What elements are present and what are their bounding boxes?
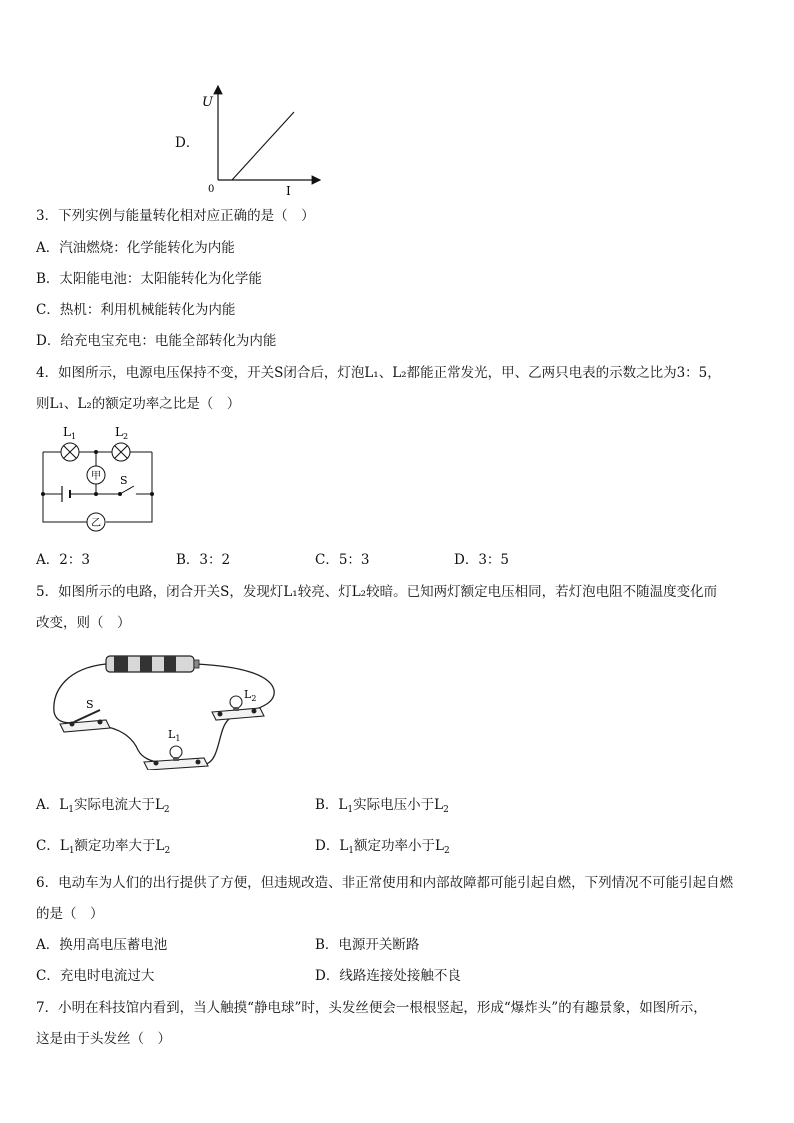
- graph-option-label: D．: [175, 135, 200, 151]
- q4-circuit-diagram: [36, 424, 166, 532]
- meter-yi-label: 乙: [91, 518, 101, 529]
- q5-stem-line2: 改变，则（ ）: [36, 615, 131, 631]
- q6-option-a[interactable]: A．换用高电压蓄电池: [36, 937, 168, 953]
- q6-option-d[interactable]: D．线路连接处接触不良: [315, 968, 461, 984]
- q6-stem-line1: 6．电动车为人们的出行提供了方便，但违规改造、非正常使用和内部故障都可能引起自燃，下列情况不可能引起自燃: [36, 875, 734, 891]
- q4-stem-line2: 则L₁、L₂的额定功率之比是（ ）: [36, 396, 241, 412]
- q4-option-c[interactable]: C．5：3: [315, 552, 370, 568]
- lamp-l1-symbol: [61, 443, 79, 461]
- q5-lamp-l1-label: $L_1$: [168, 728, 181, 743]
- q5-stem-line1: 5．如图所示的电路，闭合开关S，发现灯L₁较亮、灯L₂较暗。已知两灯额定电压相同，若灯泡电阻不随温度变化而: [36, 584, 718, 600]
- q3-option-d[interactable]: D．给充电宝充电：电能全部转化为内能: [36, 333, 277, 349]
- q5-option-a[interactable]: A．$L_1$实际电流大于$L_2$: [36, 797, 170, 815]
- q3-option-b[interactable]: B．太阳能电池：太阳能转化为化学能: [36, 271, 262, 287]
- lamp-l1-label: $L_1$: [63, 425, 77, 441]
- q4-stem-line1: 4．如图所示，电源电压保持不变，开关S闭合后，灯泡L₁、L₂都能正常发光，甲、乙两只电表的示数之比为3：5，: [36, 365, 721, 381]
- q5-lamp-l2-label: $L_2$: [244, 688, 257, 703]
- battery-pack: [106, 656, 199, 672]
- x-axis-label: I: [286, 184, 291, 198]
- q5-switch-label: S: [86, 698, 94, 711]
- q6-stem-line2: 的是（ ）: [36, 906, 104, 922]
- q6-option-b[interactable]: B．电源开关断路: [315, 937, 420, 953]
- q3-option-c[interactable]: C．热机：利用机械能转化为内能: [36, 302, 236, 318]
- lamp-l2-symbol: [112, 443, 130, 461]
- ui-line: [232, 112, 294, 180]
- q3-stem: 3．下列实例与能量转化相对应正确的是（ ）: [36, 208, 315, 224]
- origin-label: 0: [208, 184, 215, 195]
- q4-option-b[interactable]: B．3：2: [176, 552, 231, 568]
- switch-assembly: [60, 710, 110, 732]
- q4-option-d[interactable]: D．3：5: [454, 552, 510, 568]
- ui-graph: [196, 80, 336, 200]
- meter-jia-label: 甲: [91, 471, 101, 482]
- switch-s-label: S: [120, 474, 128, 487]
- q3-option-a[interactable]: A．汽油燃烧：化学能转化为内能: [36, 240, 235, 256]
- q7-stem-line1: 7．小明在科技馆内看到，当人触摸“静电球”时，头发丝便会一根根竖起，形成“爆炸头”的有趣景象，如图所示，: [36, 1000, 707, 1016]
- y-axis-label: U: [202, 95, 213, 110]
- q6-option-c[interactable]: C．充电时电流过大: [36, 968, 155, 984]
- q4-option-a[interactable]: A．2：3: [36, 552, 90, 568]
- lamp-l1-assembly: [144, 746, 208, 770]
- q7-stem-line2: 这是由于头发丝（ ）: [36, 1031, 171, 1047]
- q5-option-b[interactable]: B．$L_1$实际电压小于$L_2$: [315, 797, 449, 815]
- lamp-l2-label: $L_2$: [115, 425, 129, 441]
- q5-circuit-photo-diagram: [48, 650, 288, 770]
- q5-option-d[interactable]: D．$L_1$额定功率小于$L_2$: [315, 838, 450, 856]
- q5-option-c[interactable]: C．$L_1$额定功率大于$L_2$: [36, 838, 171, 856]
